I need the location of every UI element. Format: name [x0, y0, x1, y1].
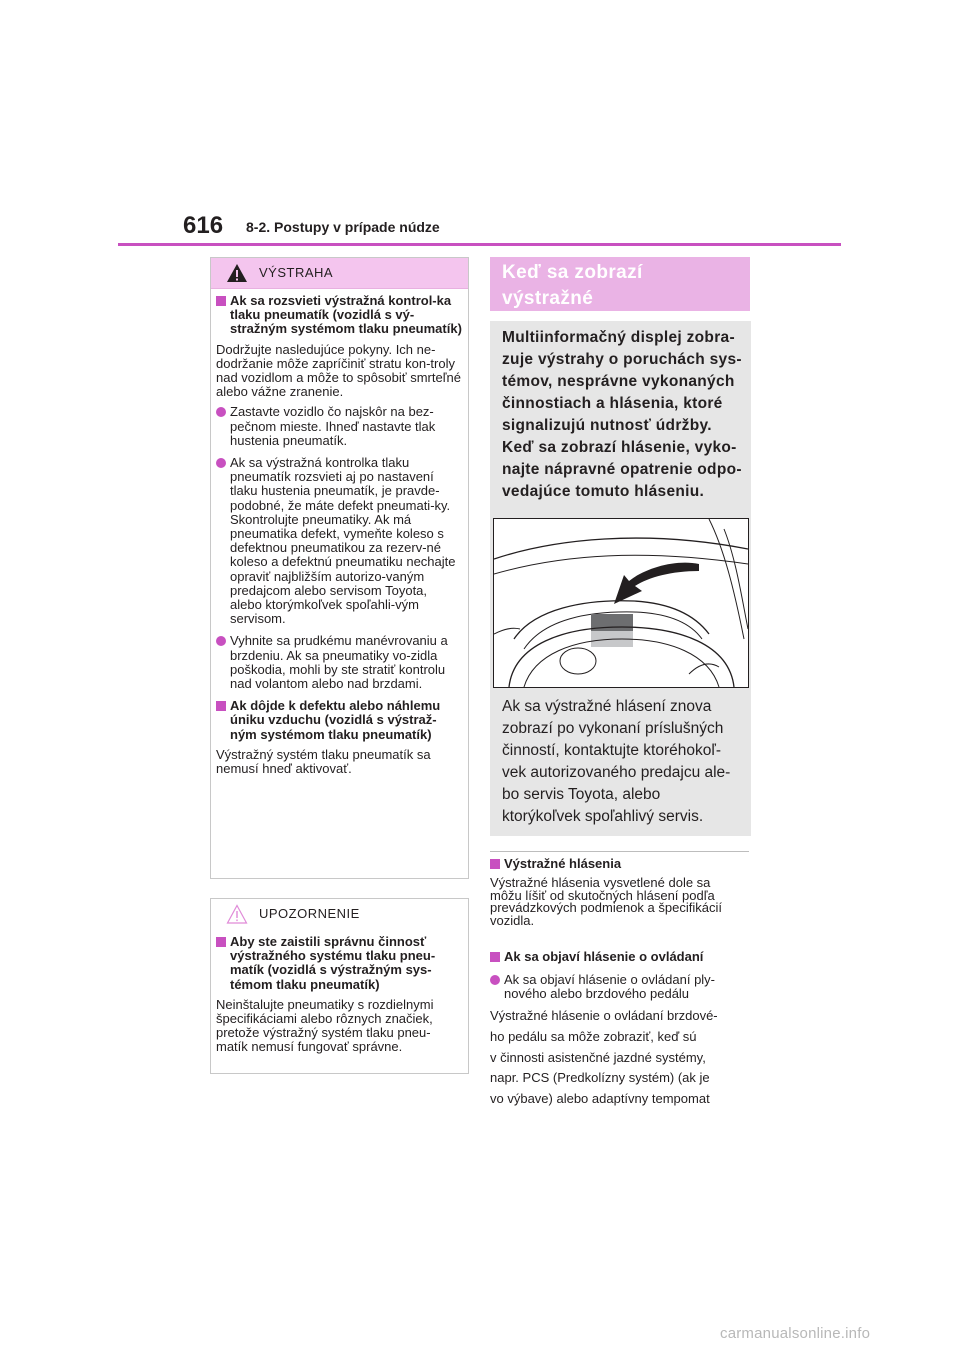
control-message-bullet: Ak sa objaví hlásenie o ovládaní ply-nového alebo brzdového pedálu [490, 973, 754, 1001]
divider [490, 851, 749, 852]
page-number: 616 [183, 212, 224, 239]
warning-messages-heading: Výstražné hlásenia [490, 857, 752, 871]
warning-triangle-icon [226, 263, 248, 283]
note-line: Ak sa výstražné hlásení znova [502, 698, 712, 715]
warning-label: VÝSTRAHA [259, 265, 334, 280]
warning-heading-1: Ak sa rozsvieti výstražná kontrol-ka tlaku pneumatík (vozidlá s vý-stražným systémom tlaku pneumatík) [216, 294, 462, 337]
dashboard-illustration [493, 518, 749, 688]
intro-line: témov, nesprávne vykonaných [502, 373, 735, 390]
note-line: zobrazí po vykonaní príslušných [502, 720, 724, 737]
text-line: vo výbave) alebo adaptívny tempomat [490, 1091, 710, 1107]
caution-header [211, 899, 468, 929]
caution-heading: Aby ste zaistili správnu činnosť výstražného systému tlaku pneu-matík (vozidlá s výstražným sys-témom tlaku pneumatík) [216, 935, 462, 992]
note-line: vek autorizovaného predajcu ale- [502, 764, 731, 781]
panel-note [502, 696, 743, 828]
text-line: Výstražné hlásenie o ovládaní brzdové- [490, 1008, 718, 1023]
control-message-text [490, 1006, 752, 1110]
instrument-cluster-image [494, 519, 748, 687]
caution-label: UPOZORNENIE [259, 906, 360, 921]
warning-body [216, 294, 462, 782]
text-line: napr. PCS (Predkolízny systém) (ak je [490, 1070, 710, 1086]
warning-bullet-2: Ak sa výstražná kontrolka tlaku pneumatík rozsvieti aj po nastavení tlaku hustenia pneumatík, je pravde-podobné, že máte defekt pneumati-ky. Skontrolujte pneumatiky. Ak má pneumatika defekt, vymeňte koleso s defektnou pneumatikou za rezerv-né koleso a defektnú pneumatiku nechajte opraviť najbližším autorizo-vaným predajcom alebo servisom Toyota, alebo ktorýmkoľvek spoľahli-vým servisom. [216, 456, 462, 626]
warning-bullet-1: Zastavte vozidlo čo najskôr na bez-pečnom mieste. Ihneď nastavte tlak hustenia pneumatík. [216, 405, 462, 448]
warning-box [210, 257, 469, 879]
warning-bullet-3: Vyhnite sa prudkému manévrovaniu a brzdeniu. Ak sa pneumatiky vo-zidla poškodia, mohli by ste stratiť kontrolu nad volantom alebo nad brzdami. [216, 634, 462, 691]
section-banner [490, 257, 750, 311]
intro-line: činnostiach a hlásenia, ktoré [502, 395, 723, 412]
info-panel [490, 321, 751, 836]
caution-box [210, 898, 469, 1074]
caution-paragraph: Neinštalujte pneumatiky s rozdielnymi špecifikáciami alebo rôznych značiek, pretože výstražný systém tlaku pneu-matík nemusí fungovať správne. [216, 996, 434, 1055]
note-line: činností, kontaktujte ktoréhokoľ- [502, 742, 722, 759]
text-line: prevádzkových podmienok a špecifikácií [490, 900, 722, 916]
control-message-heading: Ak sa objaví hlásenie o ovládaní [490, 950, 752, 964]
banner-line-1: Keď sa zobrazí výstražné [502, 262, 643, 309]
intro-line: Multiinformačný displej zobra- [502, 329, 735, 346]
warning-messages-section [490, 857, 752, 927]
text-line: Výstražné hlásenia vysvetlené dole sa [490, 875, 711, 890]
caution-body [216, 935, 462, 1061]
control-message-section [490, 950, 752, 1110]
intro-line: Keď sa zobrazí hlásenie, vyko- [502, 439, 737, 456]
text-line: ho pedálu sa môže zobraziť, keď sú [490, 1028, 697, 1044]
warning-paragraph-1: Dodržujte nasledujúce pokyny. Ich ne-dodržanie môže zapríčiniť stratu kon-troly nad vozidlom a môže to spôsobiť smrteľné alebo vážne zranenie. [216, 341, 461, 400]
section-title: 8-2. Postupy v prípade núdze [246, 219, 440, 235]
warning-heading-2: Ak dôjde k defektu alebo náhlemu úniku vzduchu (vozidlá s výstraž-ným systémom tlaku pneumatík) [216, 699, 462, 742]
note-line: ktorýkoľvek spoľahlivý servis. [502, 808, 704, 825]
header-rule [118, 243, 841, 246]
intro-line: vedajúce tomuto hláseniu. [502, 483, 705, 500]
text-line: v činnosti asistenčné jazdné systémy, [490, 1049, 706, 1065]
intro-text [502, 327, 743, 503]
watermark-link[interactable]: carmanualsonline.info [720, 1325, 871, 1342]
text-line: vozidla. [490, 912, 535, 928]
caution-triangle-icon [226, 904, 248, 924]
text-line: môžu líšiť od skutočných hlásení podľa [490, 887, 715, 903]
note-line: bo servis Toyota, alebo [502, 786, 661, 803]
warning-header [211, 258, 468, 289]
intro-line: signalizujú nutnosť údržby. [502, 417, 712, 434]
warning-messages-text [490, 877, 752, 927]
intro-line: zuje výstrahy o poruchách sys- [502, 351, 742, 368]
warning-paragraph-2: Výstražný systém tlaku pneumatík sa nemusí hneď aktivovať. [216, 746, 431, 777]
intro-line: najte nápravné opatrenie odpo- [502, 461, 742, 478]
